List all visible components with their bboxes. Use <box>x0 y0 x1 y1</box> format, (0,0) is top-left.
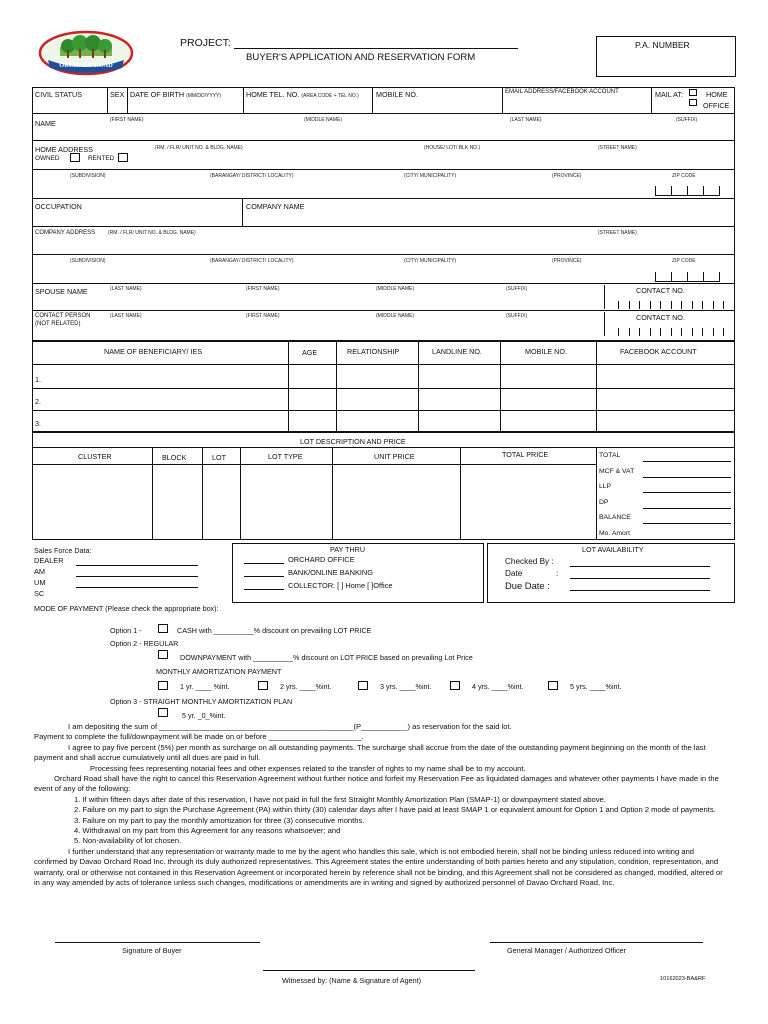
pay-thru-line[interactable] <box>244 563 284 564</box>
rule <box>127 87 128 113</box>
form-title: BUYER'S APPLICATION AND RESERVATION FORM <box>246 52 476 63</box>
home-province-hint: (PROVINCE) <box>552 173 582 179</box>
rule <box>152 447 153 540</box>
contact-first-hint: (FIRST NAME) <box>246 313 280 319</box>
contact-digit-divider <box>713 301 714 309</box>
contact-digit-divider <box>671 301 672 309</box>
pay-thru-line[interactable] <box>244 576 284 577</box>
contact-person-label: CONTACT PERSON <box>35 313 91 319</box>
rule <box>32 410 735 411</box>
price-item-label: LLP <box>599 483 612 490</box>
home-zip-boxes[interactable] <box>655 186 730 196</box>
contact-digit-divider <box>723 328 724 336</box>
rule <box>32 226 735 227</box>
middle-name-hint: (MIDDLE NAME) <box>304 117 343 123</box>
rule <box>242 198 243 226</box>
beneficiary-header-age: AGE <box>302 348 318 357</box>
beneficiary-header-relationship: RELATIONSHIP <box>347 347 400 356</box>
term-checkbox[interactable] <box>258 681 268 690</box>
home-street-hint: (STREET NAME) <box>598 145 637 151</box>
condition-3: 3. Failure on my part to pay the monthly amortization for three (3) consecutive months. <box>74 815 365 825</box>
contact-digit-divider <box>681 301 682 309</box>
contact-last-hint: (LAST NAME) <box>110 313 142 319</box>
rented-label: RENTED <box>88 155 115 162</box>
condition-4: 4. Withdrawal on my part from this Agreement for any reasons whatsoever; and <box>74 826 341 836</box>
zip-digit-baseline <box>655 281 719 282</box>
pay-thru-title: PAY THRU <box>330 545 366 554</box>
price-item-label: BALANCE <box>599 514 631 521</box>
rule <box>202 447 203 540</box>
pa-number-box[interactable] <box>596 36 736 77</box>
surcharge-clause: I agree to pay five percent (5%) per month as surcharge on all outstanding payments. The surcharge shall accrue from the date of the outstanding payment beginning on the month of the last payment and shall accrue cumulatively until all dues are paid in full. <box>34 742 706 763</box>
zip-digit-divider <box>719 186 720 196</box>
mobile-label: MOBILE NO. <box>376 90 418 99</box>
dob-label <box>130 90 221 99</box>
contact-digit-divider <box>660 328 661 336</box>
company-subdivision-hint: (SUBDIVISION) <box>70 258 106 264</box>
term-label: 3 yrs. ____%int. <box>380 682 432 691</box>
contact-digit-divider <box>723 301 724 309</box>
spouse-suffix-hint: (SUFFIX) <box>506 286 528 292</box>
sales-force-line[interactable] <box>76 565 198 566</box>
rule <box>596 341 597 432</box>
suffix-hint: (SUFFIX) <box>676 117 698 123</box>
witness-signature-line[interactable] <box>263 970 475 971</box>
contact-middle-hint: (MIDDLE NAME) <box>376 313 415 319</box>
zip-digit-divider <box>719 272 720 282</box>
company-city-hint: (CITY/ MUNICIPALITY) <box>404 258 457 264</box>
officer-signature-line[interactable] <box>490 942 703 943</box>
term-label: 4 yrs. ____%int. <box>472 682 524 691</box>
rule <box>243 87 244 113</box>
rented-checkbox[interactable] <box>118 153 128 162</box>
spouse-last-hint: (LAST NAME) <box>110 286 142 292</box>
rule <box>500 341 501 432</box>
price-breakdown <box>597 448 734 540</box>
home-city-hint: (CITY/ MUNICIPALITY) <box>404 173 457 179</box>
contact-digit-divider <box>629 301 630 309</box>
price-item-label: DP <box>599 498 609 506</box>
date-label: Date <box>505 569 523 578</box>
term-checkbox[interactable] <box>358 681 368 690</box>
option2-text: DOWNPAYMENT with __________% discount on LOT PRICE based on prevailing Lot Price <box>180 653 473 662</box>
option1-text: CASH with __________% discount on prevailing LOT PRICE <box>177 626 372 635</box>
rule <box>32 388 735 389</box>
mail-home-checkbox[interactable] <box>689 89 697 96</box>
contact-digit-divider <box>681 328 682 336</box>
rule <box>240 447 241 540</box>
rule <box>32 283 735 284</box>
contact-digit-divider <box>618 328 619 336</box>
sales-force-title: Sales Force Data: <box>34 546 92 555</box>
contact-person-sub: (NOT RELATED) <box>35 321 81 327</box>
project-line <box>234 48 518 49</box>
pay-thru-line[interactable] <box>244 589 284 590</box>
lot-header-cluster: CLUSTER <box>78 452 112 461</box>
rule <box>107 87 108 113</box>
orchard-road-logo <box>38 30 134 76</box>
beneficiary-row-3: 3. <box>35 419 41 428</box>
lot-header-total-price: TOTAL PRICE <box>502 450 549 459</box>
rule <box>32 464 596 465</box>
contact-digit-divider <box>692 328 693 336</box>
lot-title: LOT DESCRIPTION AND PRICE <box>300 437 406 446</box>
name-label: NAME <box>35 119 56 128</box>
home-barangay-hint: (BARANGAY/ DISTRICT/ LOCALITY) <box>210 173 294 179</box>
price-item-line[interactable] <box>643 539 731 540</box>
sales-force-list <box>34 556 214 602</box>
price-item-line[interactable] <box>643 461 731 462</box>
pay-thru-list <box>244 555 480 601</box>
zip-digit-baseline <box>655 195 719 196</box>
officer-signature-label: General Manager / Authorized Officer <box>507 946 626 955</box>
spouse-contact-boxes[interactable] <box>604 285 734 309</box>
contact-digit-divider <box>629 328 630 336</box>
mail-home-label: HOME <box>706 90 728 99</box>
pa-number-label: P.A. NUMBER <box>635 40 690 50</box>
beneficiary-header-facebook: FACEBOOK ACCOUNT <box>620 347 697 356</box>
company-address-label: COMPANY ADDRESS <box>35 230 96 236</box>
contact-box-divider <box>604 285 605 309</box>
company-province-hint: (PROVINCE) <box>552 258 582 264</box>
price-item-line[interactable] <box>643 492 731 493</box>
price-item-label: TOTAL <box>599 452 621 459</box>
contact-digit-divider <box>702 301 703 309</box>
contact-person-contact-label: CONTACT NO. <box>636 313 685 322</box>
contact-digit-divider <box>702 328 703 336</box>
first-name-hint: (FIRST NAME) <box>110 117 144 123</box>
checked-by-line[interactable] <box>570 566 710 567</box>
home-zip-hint: ZIP CODE <box>672 173 696 179</box>
rule <box>32 310 735 311</box>
deposit-clause: I am depositing the sum of ______________________________________________(P___________) as reservation for the said lot. <box>68 722 512 731</box>
contact-digit-divider <box>692 301 693 309</box>
rule <box>651 87 652 113</box>
contact-suffix-hint: (SUFFIX) <box>506 313 528 319</box>
due-date-label: Due Date : <box>505 580 550 591</box>
checked-by-label: Checked By : <box>505 557 554 566</box>
beneficiary-row-1: 1. <box>35 375 41 384</box>
rule <box>32 198 735 199</box>
term-checkbox[interactable] <box>158 681 168 690</box>
email-label: EMAIL ADDRESS/FACEBOOK ACCOUNT <box>505 89 619 95</box>
lot-header-lot-type: LOT TYPE <box>268 452 303 461</box>
pay-thru-item: ORCHARD OFFICE <box>288 555 355 564</box>
cancellation-clause: Orchard Road shall have the right to cancel this Reservation Agreement without further notice and forfeit my Reservation Fee as liquidated damages and whatever other payments I have made in the event of any of the following: <box>34 774 719 794</box>
rule <box>32 113 735 114</box>
company-zip-boxes[interactable] <box>655 272 730 282</box>
contact-digit-divider <box>660 301 661 309</box>
lot-header-lot: LOT <box>212 453 226 462</box>
witness-signature-label: Witnessed by: (Name & Signature of Agent) <box>282 976 422 985</box>
beneficiary-header-landline: LANDLINE NO. <box>432 347 482 356</box>
home-rm-hint: (RM. / FLR/ UNIT NO. & BLDG. NAME) <box>155 145 243 151</box>
beneficiary-header-name: NAME OF BENEFICIARY/ IES <box>104 347 203 356</box>
date-line[interactable] <box>570 578 710 579</box>
rule <box>32 254 735 255</box>
processing-clause: Processing fees representing notarial fees and other expenses related to the transfer of rights to my name shall be to my account. <box>90 763 526 773</box>
date-colon: : <box>556 569 559 578</box>
company-zip-hint: ZIP CODE <box>672 258 696 264</box>
sales-force-line[interactable] <box>76 587 198 588</box>
payment-title: MODE OF PAYMENT (Please check the appropriate box): <box>34 604 219 613</box>
price-item-label: Mo. Amort <box>599 529 630 537</box>
last-name-hint: (LAST NAME) <box>510 117 542 123</box>
sales-force-item: UM <box>34 578 46 587</box>
due-date-line[interactable] <box>570 590 710 591</box>
contact-digit-divider <box>650 328 651 336</box>
company-barangay-hint: (BARANGAY/ DISTRICT/ LOCALITY) <box>210 258 294 264</box>
rule <box>288 341 289 432</box>
rule <box>32 140 735 141</box>
sex-label: SEX <box>110 90 125 99</box>
mail-at-label: MAIL AT: <box>655 90 683 99</box>
contact-digit-divider <box>671 328 672 336</box>
option3-term: 5 yr. _0_%int. <box>182 711 226 720</box>
sales-force-item: DEALER <box>34 556 64 565</box>
amortization-terms <box>158 681 658 693</box>
beneficiary-row-2: 2. <box>35 397 41 406</box>
term-checkbox[interactable] <box>548 681 558 690</box>
lot-header-unit-price: UNIT PRICE <box>374 452 415 461</box>
contact-digit-divider <box>639 301 640 309</box>
home-tel-label <box>246 90 359 99</box>
term-label: 5 yrs. ____%int. <box>570 682 622 691</box>
legal-terms <box>34 722 724 889</box>
rule <box>32 169 735 170</box>
project-label: PROJECT: <box>180 37 231 49</box>
term-label: 1 yr. ____ %int. <box>180 682 230 691</box>
home-tel-hint: (AREA CODE + TEL NO.) <box>301 93 359 99</box>
contact-person-contact-boxes[interactable] <box>604 312 734 340</box>
company-name-label: COMPANY NAME <box>246 202 305 211</box>
monthly-amortization-label: MONTHLY AMORTIZATION PAYMENT <box>156 667 282 676</box>
option2-label: Option 2 - REGULAR <box>110 639 179 648</box>
rule <box>418 341 419 432</box>
home-subdivision-hint: (SUBDIVISION) <box>70 173 106 179</box>
contact-digit-divider <box>650 301 651 309</box>
company-rm-hint: (RM. / FLR/ UNIT NO. & BLDG. NAME) <box>108 230 196 236</box>
option1-checkbox[interactable] <box>158 624 168 633</box>
condition-1: 1. If within fifteen days after date of this reservation, I have not paid in full the first Straight Monthly Amortization Plan (SMAP-1) or downpayment stated above. <box>74 794 606 804</box>
price-item-line[interactable] <box>643 523 731 524</box>
beneficiary-header-mobile: MOBILE NO. <box>525 347 567 356</box>
buyer-signature-line[interactable] <box>55 942 260 943</box>
option3-checkbox[interactable] <box>158 708 168 717</box>
form-code: 10162023-BA&RF <box>660 976 706 982</box>
contact-digit-divider <box>618 301 619 309</box>
pay-thru-item: COLLECTOR: [ ] Home [ ]Office <box>288 581 393 590</box>
logo-text: ORCHARD ROAD <box>59 62 113 69</box>
contact-digit-divider <box>713 328 714 336</box>
owned-label: OWNED <box>35 155 60 162</box>
spouse-contact-label: CONTACT NO. <box>636 286 685 295</box>
rule <box>460 447 461 540</box>
spouse-first-hint: (FIRST NAME) <box>246 286 280 292</box>
pay-thru-item: BANK/ONLINE BANKING <box>288 568 374 577</box>
contact-digit-divider <box>639 328 640 336</box>
option2-checkbox[interactable] <box>158 650 168 659</box>
price-item-label: MCF & VAT <box>599 467 635 475</box>
mail-office-label: OFFICE <box>703 101 730 110</box>
rule <box>502 87 503 113</box>
sales-force-item: SC <box>34 589 45 598</box>
price-item-line[interactable] <box>643 477 731 478</box>
option1-label: Option 1 - <box>110 626 142 635</box>
term-checkbox[interactable] <box>450 681 460 690</box>
buyer-signature-label: Signature of Buyer <box>122 946 182 955</box>
condition-5: 5. Non-availability of lot chosen. <box>74 836 182 846</box>
option3-label: Option 3 - STRAIGHT MONTHLY AMORTIZATION PLAN <box>110 697 293 706</box>
dob-hint: (MM/DD/YYYY) <box>186 93 222 99</box>
rule <box>332 447 333 540</box>
occupation-label: OCCUPATION <box>35 202 82 211</box>
representation-clause: I further understand that any representation or warranty made to me by the agent who handles this sale, which is not embodied herein, shall not be binding unless reduced into writing and confirmed by Davao Orchard Road Inc. through its duly authorized representatives. This Agreement states the entire understanding of both parties hereto and any stipulation, condition, representation, and warranty, oral or otherwise not contained in this Reservation Agreement or incorporated herein by reference shall not be binding, and this Agreement shall not be considered as changed, modified, altered or in any way amended by acts of tolerance unless such changes, modifications or amendments are in writing and signed by authorized personnel of Davao Orchard Road, Inc. <box>34 846 723 888</box>
rule <box>32 364 735 365</box>
home-tel-text: HOME TEL. NO. <box>246 90 300 99</box>
company-street-hint: (STREET NAME) <box>598 230 637 236</box>
mail-office-checkbox[interactable] <box>689 99 697 106</box>
home-address-label: HOME ADDRESS <box>35 145 93 154</box>
payment-clause: Payment to complete the full/downpayment will be made on or before ______________________. <box>34 732 364 742</box>
lot-header-block: BLOCK <box>162 453 187 462</box>
spouse-middle-hint: (MIDDLE NAME) <box>376 286 415 292</box>
rule <box>336 341 337 432</box>
dob-text: DATE OF BIRTH <box>130 90 185 99</box>
contact-box-divider <box>604 312 605 336</box>
sales-force-item: AM <box>34 567 46 576</box>
owned-checkbox[interactable] <box>70 153 80 162</box>
civil-status-label: CIVIL STATUS <box>35 90 82 99</box>
spouse-label: SPOUSE NAME <box>35 287 88 296</box>
lot-availability-title: LOT AVAILABILITY <box>582 545 644 554</box>
condition-2: 2. Failure on my part to sign the Purchase Agreement (PA) within thirty (30) calendar days after I have paid at least SMAP 1 or equivalent amount for Option 1 and Option 2 mode of payments. <box>74 805 716 815</box>
rule <box>372 87 373 113</box>
home-house-hint: (HOUSE/ LOT/ BLK NO.) <box>424 145 481 151</box>
price-item-line[interactable] <box>643 508 731 509</box>
term-label: 2 yrs. ____%int. <box>280 682 332 691</box>
sales-force-line[interactable] <box>76 576 198 577</box>
